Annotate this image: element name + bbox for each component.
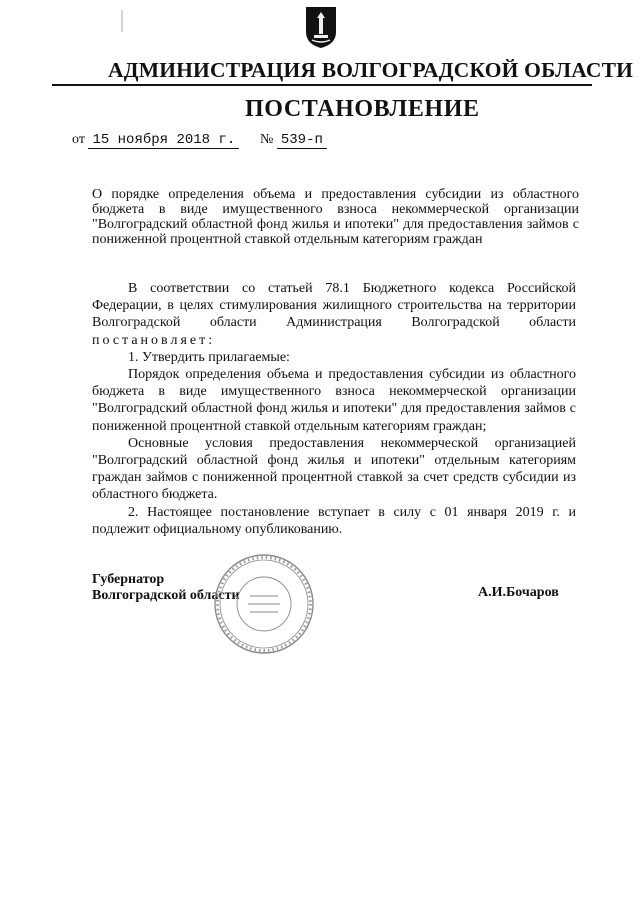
document-number-line <box>260 132 327 148</box>
position-line-1: Губернатор <box>92 572 165 587</box>
margin-mark <box>121 10 123 32</box>
preamble-text: В соответствии со статьей 78.1 Бюджетного кодекса Российской Федерации, в целях стимулирования жилищного строительства на территории Волгоградской области Администрация Волгоградской области <box>92 281 576 331</box>
round-stamp-icon <box>212 552 316 656</box>
organization-title: АДМИНИСТРАЦИЯ ВОЛГОГРАДСКОЙ ОБЛАСТИ <box>108 58 634 82</box>
item-1a: Порядок определения объема и предоставления субсидии из областного бюджета в виде имущественного взноса некоммерческой организации "Волгоградский областной фонд жилья и ипотеки" для предоставления займов с пониженной процентной ставкой отдельным категориям граждан; <box>92 367 576 434</box>
position-line-2: Волгоградской области <box>92 588 240 603</box>
item-2: 2. Настоящее постановление вступает в силу с 01 января 2019 г. и подлежит официальному опубликованию. <box>92 504 576 537</box>
signatory-name: А.И.Бочаров <box>478 585 559 600</box>
document-date: 15 ноября 2018 г. <box>88 132 239 149</box>
header-divider <box>52 84 592 86</box>
document-subject: О порядке определения объема и предоставления субсидии из областного бюджета в виде имущественного взноса некоммерческой организации "Волгоградский областной фонд жилья и ипотеки" для предоставления займов с пониженной процентной ставкой отдельным категориям граждан <box>92 187 579 247</box>
coat-of-arms-icon <box>303 4 339 50</box>
document-body <box>92 280 576 538</box>
item-1: 1. Утвердить прилагаемые: <box>128 349 290 365</box>
document-date-line <box>72 132 239 148</box>
document-number: 539-п <box>277 132 327 149</box>
number-prefix: № <box>260 132 274 147</box>
document-type-title: ПОСТАНОВЛЕНИЕ <box>245 96 480 122</box>
preamble-paragraph <box>92 280 576 349</box>
date-prefix: от <box>72 132 85 147</box>
item-1b: Основные условия предоставления некоммерческой организацией "Волгоградский областной фонд жилья и ипотеки" отдельным категориям граждан займов с пониженной процентной ставкой за счет средств субсидии из областного бюджета. <box>92 435 576 503</box>
decree-word: постановляет: <box>92 332 216 348</box>
